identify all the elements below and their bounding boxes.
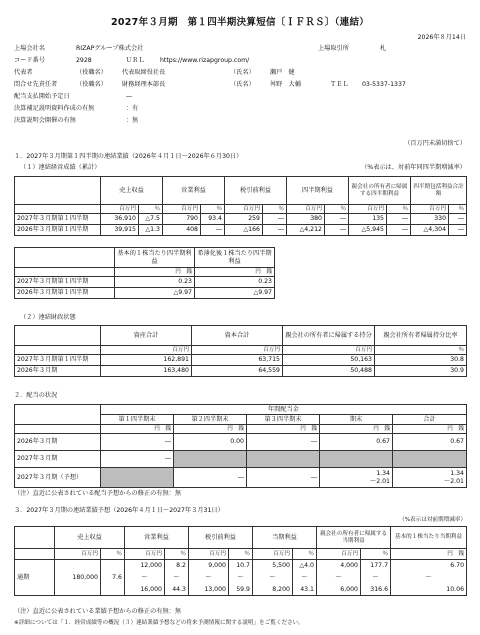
col-header: 親会社所有者帰属持分比率 — [375, 326, 467, 346]
supp-label: 決算補足説明資料作成の有無 — [14, 105, 95, 112]
unit-cell: ％ — [387, 205, 411, 214]
unit-cell: ％ — [165, 549, 189, 560]
table-cell: 259 — [225, 214, 263, 225]
table-row — [15, 225, 467, 236]
table-row — [15, 355, 467, 366]
rep-name-label: （氏名） — [230, 69, 255, 76]
col-header: 基本的１株当たり当期利益 — [391, 527, 467, 549]
rep-name: 瀬戸 健 — [270, 69, 295, 76]
row-label: 通期 — [15, 560, 55, 596]
table-cell: 330 — [411, 214, 449, 225]
table-cell: 44.3 — [165, 584, 189, 596]
range-tilde: ～ — [293, 572, 317, 584]
table-cell: 163,480 — [101, 366, 192, 377]
listed-name: RIZAPグループ株式会社 — [76, 45, 144, 52]
table-cell: △5,945 — [349, 225, 387, 236]
range-tilde: ～ — [125, 572, 165, 584]
range-tilde: ～ — [391, 572, 467, 584]
row-label: 2027年３月期（予想） — [15, 468, 101, 488]
table-cell: △4,304 — [411, 225, 449, 236]
unit-cell: 百万円 — [225, 205, 263, 214]
table-cell: 316.6 — [361, 584, 391, 596]
unit-cell: 百万円 — [283, 346, 375, 355]
shaded-cell — [101, 468, 174, 488]
url-label: ＵＲＬ — [126, 57, 145, 64]
unit-cell: 円 銭 — [320, 425, 393, 434]
table-cell: 12,000 — [125, 560, 165, 572]
unit-cell: 百万円 — [189, 549, 229, 560]
unit-cell: 百万円 — [101, 205, 139, 214]
consolidated-results-table — [14, 176, 467, 236]
table-cell: 4,000 — [317, 560, 361, 572]
table-cell: 0.23 — [115, 277, 195, 288]
table-cell: 59.9 — [229, 584, 253, 596]
row-label: 2026年３月期 — [15, 434, 101, 451]
table-row — [15, 366, 467, 377]
col-header: 営業利益 — [125, 527, 189, 549]
table-cell: ― — [325, 225, 349, 236]
sec1-sub1: （１）連結経営成績（累計） — [20, 164, 101, 171]
forecast-lower-row — [15, 560, 467, 572]
table-cell: ― — [449, 225, 467, 236]
table-cell: ― — [387, 214, 411, 225]
unit-note: （百万円未満切捨て） — [404, 140, 466, 147]
unit-row — [15, 425, 467, 434]
contact-label: 問合せ先責任者 — [14, 81, 58, 88]
code: 2928 — [76, 57, 92, 64]
unit-cell: ％ — [449, 205, 467, 214]
table-cell: 5,500 — [253, 560, 293, 572]
table-cell: ― — [263, 225, 287, 236]
table-cell: ― — [263, 214, 287, 225]
exchange-label: 上場取引所 — [318, 45, 349, 52]
sec1-heading: １．2027年３月期第１四半期の連結業績（2026年４月１日～2026年６月30日） — [14, 153, 243, 160]
table-cell: ― — [387, 225, 411, 236]
dividend-start: ― — [126, 93, 133, 100]
contact-title-label: （役職名） — [76, 81, 107, 88]
rep-title: 代表取締役社長 — [122, 69, 166, 76]
table-cell: 0.00 — [174, 434, 247, 451]
exchange: 札 — [380, 45, 387, 52]
document-title: 2027年３月期 第１四半期決算短信〔ＩＦＲＳ〕（連結） — [110, 17, 370, 28]
table-cell: 10.7 — [229, 560, 253, 572]
col-header: 資本合計 — [192, 326, 283, 346]
contact-name-label: （氏名） — [230, 81, 255, 88]
row-label: 2026年３月期第１四半期 — [15, 288, 115, 299]
row-label: 2027年３月期 — [15, 451, 101, 468]
unit-cell: 円 銭 — [247, 425, 320, 434]
code-label: コード番号 — [14, 57, 45, 64]
col-header: 当期利益 — [253, 527, 317, 549]
unit-cell: ％ — [361, 549, 391, 560]
col-header: 基本的１株当たり四半期利益 — [115, 248, 195, 268]
col-header: 四半期利益 — [287, 177, 349, 205]
unit-cell: ％ — [375, 346, 467, 355]
table-cell: 10.06 — [391, 584, 467, 596]
unit-cell: 円 銭 — [195, 268, 275, 277]
unit-cell: ％ — [229, 549, 253, 560]
table-cell: 1.34 ～2.01 — [320, 468, 393, 488]
table-cell: 43.1 — [293, 584, 317, 596]
table-cell: 50,163 — [283, 355, 375, 366]
col-header: 期末 — [320, 415, 393, 425]
unit-cell: 円 銭 — [391, 549, 467, 560]
unit-cell: ％ — [201, 205, 225, 214]
table-cell: △9.97 — [115, 288, 195, 299]
range-tilde: ～ — [253, 572, 293, 584]
table-row — [15, 451, 467, 468]
unit-row — [15, 346, 467, 355]
row-label: 2026年３月期第１四半期 — [15, 225, 101, 236]
unit-cell: ％ — [263, 205, 287, 214]
table-cell: 6,000 — [317, 584, 361, 596]
unit-cell: 百万円 — [125, 549, 165, 560]
supp-value: ：有 — [126, 105, 139, 112]
shaded-cell — [247, 451, 320, 468]
range-tilde: ～ — [317, 572, 361, 584]
rep-title-label: （役職名） — [76, 69, 107, 76]
rep-label: 代表者 — [14, 69, 33, 76]
unit-cell: ％ — [293, 549, 317, 560]
table-cell: 9,000 — [189, 560, 229, 572]
table-cell: ― — [101, 451, 174, 468]
range-tilde: ～ — [229, 572, 253, 584]
table-cell: 16,000 — [125, 584, 165, 596]
table-cell: ― — [101, 434, 174, 451]
corner-cell — [15, 177, 101, 205]
unit-cell: ％ — [101, 549, 125, 560]
table-cell: ― — [174, 468, 247, 488]
table-cell: 380 — [287, 214, 325, 225]
sec3-note1: （注）直近に公表されている業績予想からの修正の有無：無 — [14, 608, 182, 615]
table-cell: △166 — [225, 225, 263, 236]
table-cell: 0.67 — [393, 434, 467, 451]
release-date: 2026年８月14日 — [417, 34, 466, 41]
unit-cell: 円 銭 — [174, 425, 247, 434]
table-row — [15, 468, 467, 488]
range-tilde: ～ — [165, 572, 189, 584]
url-link[interactable]: https://www.rizapgroup.com/ — [160, 57, 250, 64]
dividend-start-label: 配当支払開始予定日 — [14, 93, 70, 100]
unit-cell: 百万円 — [317, 549, 361, 560]
corner-cell — [15, 527, 55, 549]
sec1-sub2: （２）連結財政状態 — [20, 314, 76, 321]
unit-row — [15, 268, 275, 277]
table-cell: △1.3 — [139, 225, 163, 236]
unit-cell: 百万円 — [55, 549, 101, 560]
col-header: 税引前利益 — [225, 177, 287, 205]
table-row — [15, 288, 275, 299]
col-header: 第２四半期末 — [174, 415, 247, 425]
table-cell: 39,915 — [101, 225, 139, 236]
table-cell: 1.34 ～2.01 — [393, 468, 467, 488]
table-cell: 135 — [349, 214, 387, 225]
table-cell: 408 — [163, 225, 201, 236]
table-cell: △4,212 — [287, 225, 325, 236]
unit-cell: 百万円 — [349, 205, 387, 214]
table-cell: 8.2 — [165, 560, 189, 572]
contact-title: 財務経理本部長 — [122, 81, 166, 88]
sec1-sub1-note: （%表示は、対前年同四半期増減率） — [361, 164, 466, 171]
table-cell: 6.70 — [391, 560, 467, 572]
shaded-cell — [174, 451, 247, 468]
sec3-note-right: （%表示は対前期増減率） — [399, 517, 466, 523]
col-header: 第３四半期末 — [247, 415, 320, 425]
shaded-cell — [393, 451, 467, 468]
corner-cell — [15, 248, 115, 268]
table-cell: 8,200 — [253, 584, 293, 596]
tel-label: ＴＥＬ — [330, 81, 349, 88]
row-label: 2027年３月期第１四半期 — [15, 355, 101, 366]
financial-position-table — [14, 325, 467, 377]
row-label: 2027年３月期第１四半期 — [15, 214, 101, 225]
col-header: 四半期包括利益合計額 — [411, 177, 467, 205]
shaded-cell — [320, 451, 393, 468]
unit-cell: 百万円 — [101, 346, 192, 355]
range-tilde: ～ — [361, 572, 391, 584]
unit-cell: 百万円 — [253, 549, 293, 560]
table-cell: ― — [247, 468, 320, 488]
sec2-heading: ２．配当の状況 — [14, 392, 58, 399]
forecast-table — [14, 526, 467, 596]
range-tilde: ～ — [189, 572, 229, 584]
unit-cell: 円 銭 — [115, 268, 195, 277]
tel: 03-5337-1337 — [362, 81, 406, 88]
sec3-heading: ３．2027年３月期の連結業績予想（2026年４月１日～2027年３月31日） — [14, 507, 224, 514]
col-header: 営業利益 — [163, 177, 225, 205]
col-header: 売上収益 — [55, 527, 125, 549]
col-header: 第１四半期末 — [101, 415, 174, 425]
table-cell: 30.8 — [375, 355, 467, 366]
table-cell: 63,715 — [192, 355, 283, 366]
table-cell: 162,891 — [101, 355, 192, 366]
briefing-label: 決算説明会開催の有無 — [14, 117, 76, 124]
unit-cell: 百万円 — [411, 205, 449, 214]
table-cell: 36,910 — [101, 214, 139, 225]
col-header: 合計 — [393, 415, 467, 425]
table-cell: 790 — [163, 214, 201, 225]
unit-cell: ％ — [139, 205, 163, 214]
table-cell: ― — [247, 434, 320, 451]
table-cell: △7.5 — [139, 214, 163, 225]
table-cell: 13,000 — [189, 584, 229, 596]
table-cell: ― — [325, 214, 349, 225]
col-header: 資産合計 — [101, 326, 192, 346]
col-header: 親会社の所有者に帰属する持分 — [283, 326, 375, 346]
unit-cell: 百万円 — [163, 205, 201, 214]
table-cell: 30.9 — [375, 366, 467, 377]
corner-cell — [15, 405, 101, 425]
unit-cell: ％ — [325, 205, 349, 214]
unit-cell: 百万円 — [287, 205, 325, 214]
table-cell: ― — [201, 225, 225, 236]
row-label: 2027年３月期第１四半期 — [15, 277, 115, 288]
briefing-value: ：無 — [126, 117, 139, 124]
table-cell: △4.0 — [293, 560, 317, 572]
table-row — [15, 214, 467, 225]
table-cell: 0.23 — [195, 277, 275, 288]
table-cell: 180,000 — [55, 560, 101, 596]
table-cell: 50,488 — [283, 366, 375, 377]
unit-cell: 円 銭 — [393, 425, 467, 434]
table-cell: △9.97 — [195, 288, 275, 299]
unit-cell: 円 銭 — [101, 425, 174, 434]
group-header: 年間配当金 — [101, 405, 467, 415]
unit-row — [15, 549, 467, 560]
eps-table — [14, 247, 275, 299]
corner-cell — [15, 326, 101, 346]
sec2-note: （注）直近に公表されている配当予想からの修正の有無：無 — [14, 490, 182, 497]
unit-cell: 百万円 — [192, 346, 283, 355]
listed-name-label: 上場会社名 — [14, 45, 45, 52]
unit-row — [15, 205, 467, 214]
table-row — [15, 434, 467, 451]
table-row — [15, 277, 275, 288]
table-cell: 64,559 — [192, 366, 283, 377]
table-cell: 0.67 — [320, 434, 393, 451]
col-header: 親会社の所有者に帰属する四半期利益 — [349, 177, 411, 205]
table-cell: 177.7 — [361, 560, 391, 572]
sec3-note2: ※詳細については「１．経営成績等の概況（３）連結業績予想などの将来予測情報に関する説明」をご覧ください。 — [14, 620, 304, 626]
row-label: 2026年３月期 — [15, 366, 101, 377]
table-cell: 7.6 — [101, 560, 125, 596]
col-header: 売上収益 — [101, 177, 163, 205]
col-header: 税引前利益 — [189, 527, 253, 549]
contact-name: 舛野 大輔 — [270, 81, 301, 88]
dividend-table — [14, 404, 467, 488]
table-cell: ― — [449, 214, 467, 225]
col-header: 親会社の所有者に帰属する当期利益 — [317, 527, 391, 549]
table-cell: 93.4 — [201, 214, 225, 225]
col-header: 希薄化後１株当たり四半期利益 — [195, 248, 275, 268]
